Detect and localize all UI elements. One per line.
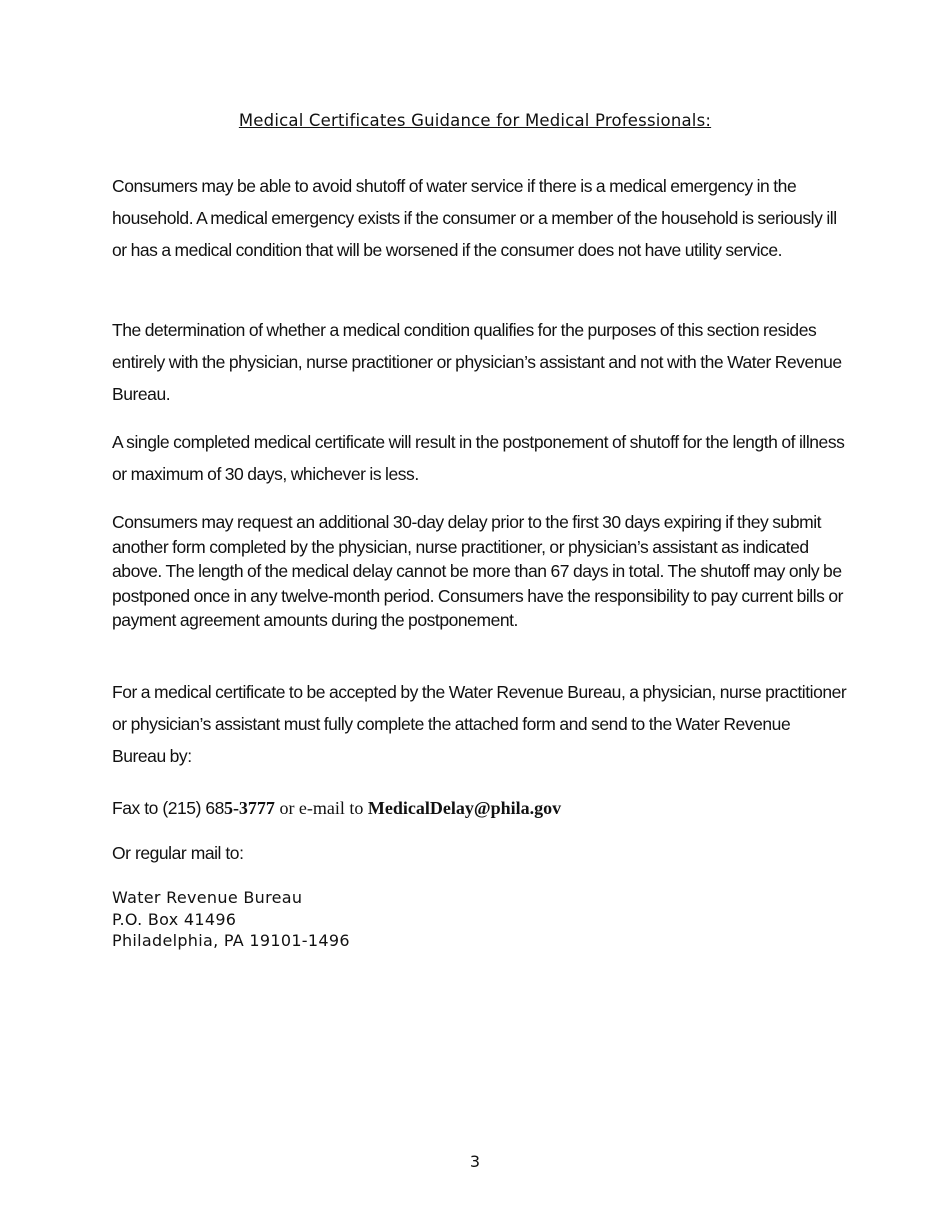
address-line-1: Water Revenue Bureau [112,888,303,907]
paragraph-additional-delay: Consumers may request an additional 30-day delay prior to the first 30 days expiring if they submit another form completed by the physician, nurse practitioner, or physician’s assistant as indicated above. The length of the medical delay cannot be more than 67 days in total. The shutoff may only be postponed once in any twelve-month period. Consumers have the responsibility to pay current bills or payment agreement amounts during the postponement. [112,512,844,630]
paragraph-acceptance: For a medical certificate to be accepted by the Water Revenue Bureau, a physician, nurse practitioner or physician’s assistant must fully complete the attached form and send to the Water Revenue Bureau by: [112,682,847,766]
document-title: Medical Certificates Guidance for Medical Professionals: [238,111,712,130]
paragraph-medical-emergency: Consumers may be able to avoid shutoff of water service if there is a medical emergency in the household. A medical emergency exists if the consumer or a member of the household is seriously ill or has a medical condition that will be worsened if the consumer does not have utility service. [112,176,837,260]
mailing-address [112,887,350,952]
fax-email-line [112,798,561,819]
paragraph-single-certificate: A single completed medical certificate will result in the postponement of shutoff for the length of illness or maximum of 30 days, whichever is less. [112,432,845,484]
address-line-2: P.O. Box 41496 [112,909,237,929]
address-line-3: Philadelphia, PA 19101-1496 [112,931,350,950]
email-address-link[interactable]: MedicalDelay@phila.gov [367,798,562,818]
page-number: 3 [469,1152,481,1171]
paragraph-determination: The determination of whether a medical condition qualifies for the purposes of this section resides entirely with the physician, nurse practitioner or physician’s assistant and not with the Water Revenue Bureau. [112,320,842,404]
fax-prefix: Fax to (215) 68 [112,798,224,818]
fax-connector: or e-mail to [274,798,368,818]
mail-intro: Or regular mail to: [112,843,244,863]
fax-number-end: 5-3777 [223,798,275,818]
